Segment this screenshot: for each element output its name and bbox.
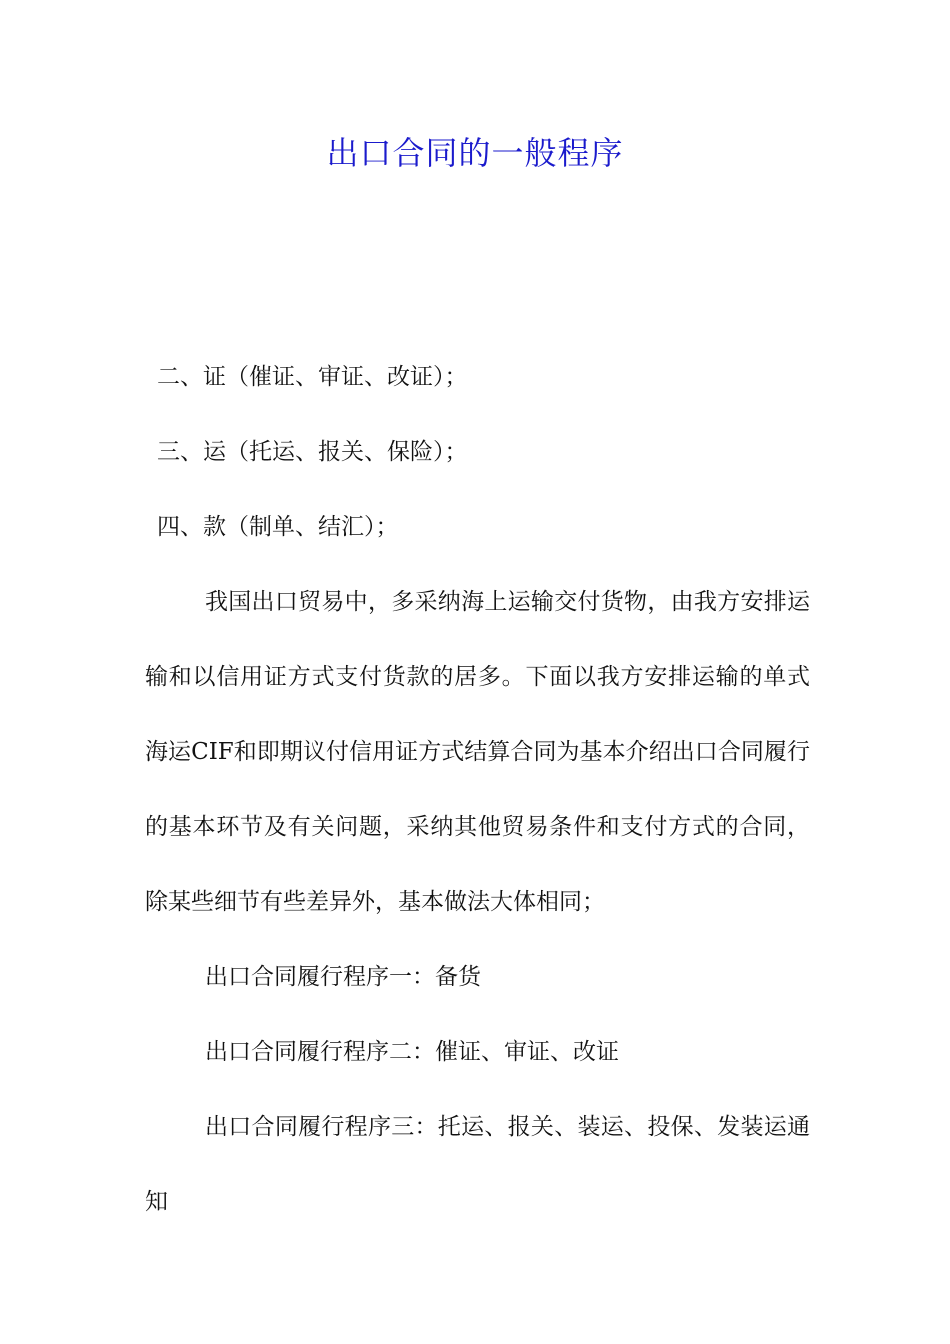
list-item-3: 三、运（托运、报关、保险）； (157, 439, 468, 465)
procedure-step-3: 出口合同履行程序三：托运、报关、装运、投保、发装运通知 (145, 1114, 810, 1215)
list-item-4: 四、款（制单、结汇）； (157, 514, 399, 540)
procedure-step-1: 出口合同履行程序一：备货 (205, 964, 481, 990)
list-item-2: 二、证（催证、审证、改证）； (157, 364, 468, 390)
intro-paragraph: 我国出口贸易中，多采纳海上运输交付货物，由我方安排运输和以信用证方式支付货款的居多。下面以我方安排运输的单式海运CIF和即期议付信用证方式结算合同为基本介绍出口合同履行的基本环节及有关问题，采纳其他贸易条件和支付方式的合同，除某些细节有些差异外，基本做法大体相同； (145, 589, 810, 915)
document-body (145, 340, 810, 1240)
document-title: 出口合同的一般程序 (326, 134, 624, 172)
procedure-step-2: 出口合同履行程序二：催证、审证、改证 (205, 1039, 619, 1065)
